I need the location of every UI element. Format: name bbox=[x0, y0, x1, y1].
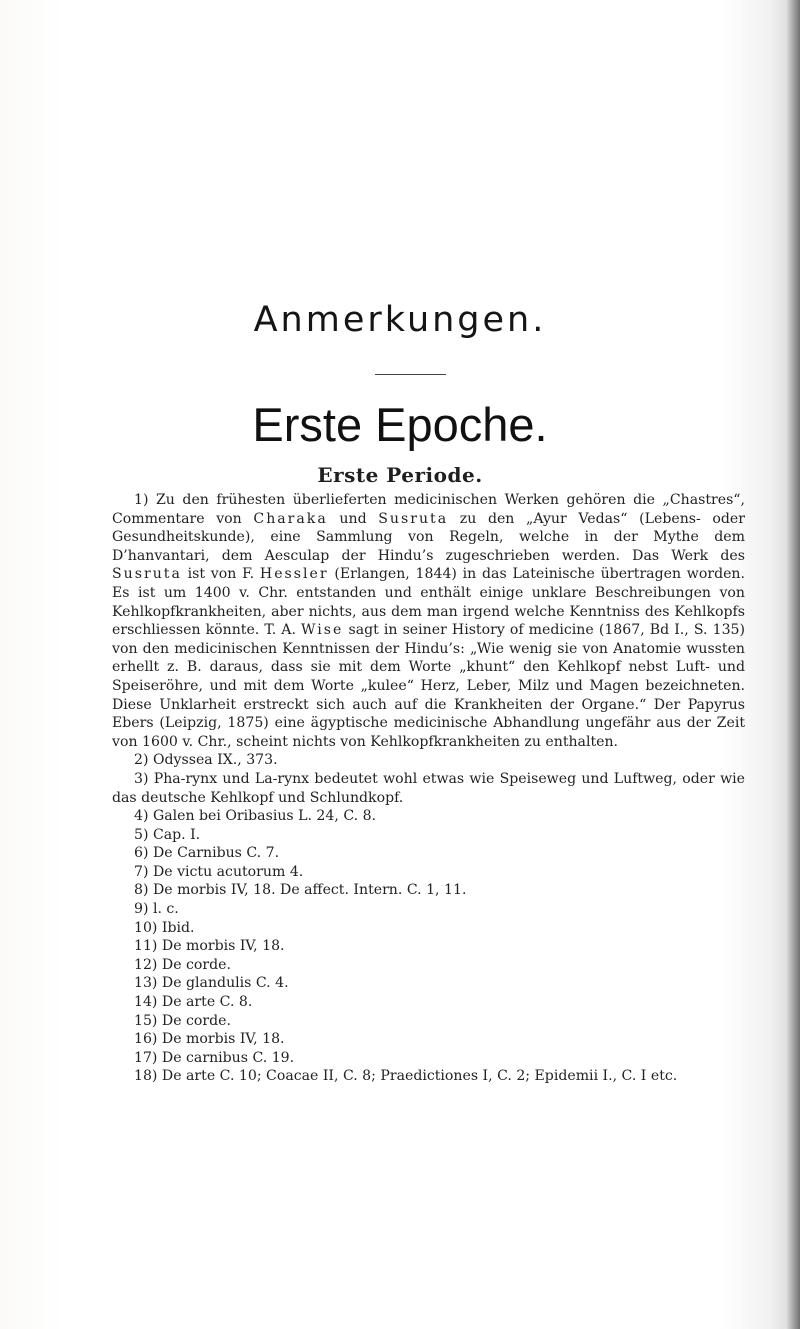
author-susruta: Susruta bbox=[378, 510, 449, 527]
title-divider bbox=[375, 374, 446, 375]
note-1-text-rest: sagt in seiner History of medicine (1867, Bd I., S. 135) von den medicinischen Kenntnissen der Hindu’s: „Wie wenig sie von Anatomie wussten erhellt z. B. daraus, dass sie mit dem Worte „khunt“ den Kehlkopf nebst Luft- und Speiseröhre, und mit dem Worte „kulee“ Herz, Leber, Milz und Magen bezeichneten. Diese Unklarheit erstreckt sich auch auf die Krankheiten der Organe.“ Der Papyrus Ebers (Leipzig, 1875) eine ägyptische medicinische Abhandlung ungefähr aus der Zeit von 1600 v. Chr., scheint nichts von Kehlkopfkrankheiten zu enthalten. bbox=[112, 622, 745, 750]
note-1-text-ist-von: ist von F. bbox=[181, 566, 260, 583]
page-edge-shadow bbox=[786, 0, 800, 1329]
note-item: 2) Odyssea IX., 373. bbox=[134, 752, 278, 769]
note-item: 5) Cap. I. bbox=[134, 826, 201, 843]
note-item: 15) De corde. bbox=[134, 1012, 231, 1029]
footnote-list bbox=[112, 751, 745, 1086]
note-item: 13) De glandulis C. 4. bbox=[134, 975, 289, 992]
note-item: 12) De corde. bbox=[134, 956, 231, 973]
author-wise: Wise bbox=[301, 622, 344, 639]
note-1-text-hessler: (Erlangen, 1844) in das Lateinische übertragen worden. Es ist um 1400 v. Chr. entstanden und enthält einige unklare Beschreibungen von Kehlkopfkrankheiten, aber nichts, aus dem man irgend welche Kenntniss des Kehlkopfs erschliessen könnte. T. A. bbox=[112, 566, 745, 639]
period-heading: Erste Periode. bbox=[317, 463, 483, 487]
note-item: 3) Pha-rynx und La-rynx bedeutet wohl etwas wie Speiseweg und Luftweg, oder wie das deutsche Kehlkopf und Schlundkopf. bbox=[112, 770, 745, 806]
note-item: 6) De Carnibus C. 7. bbox=[134, 845, 280, 862]
note-item: 18) De arte C. 10; Coacae II, C. 8; Praedictiones I, C. 2; Epidemii I., C. I etc. bbox=[134, 1068, 678, 1085]
note-item: 16) De morbis IV, 18. bbox=[134, 1031, 285, 1048]
note-item: 4) Galen bei Oribasius L. 24, C. 8. bbox=[134, 808, 377, 825]
note-item: 9) l. c. bbox=[134, 901, 179, 918]
author-charaka: Charaka bbox=[253, 510, 328, 527]
notes-body bbox=[112, 491, 745, 1086]
epoch-heading: Erste Epoche. bbox=[252, 398, 548, 451]
note-1-text-intro: 1) Zu den frühesten überlieferten medicinischen Werken gehören die „Chastres“, Commentare von bbox=[112, 492, 745, 527]
note-item: 7) De victu acutorum 4. bbox=[134, 863, 304, 880]
note-item: 17) De carnibus C. 19. bbox=[134, 1049, 295, 1066]
page-title: Anmerkungen. bbox=[253, 300, 547, 340]
author-susruta-second: Susruta bbox=[112, 566, 182, 583]
note-1-text-mythe: zu den „Ayur Vedas“ (Lebens- oder Gesundheitskunde), eine Sammlung von Regeln, welche in der Mythe dem D’hanvantari, dem Aesculap der Hindu’s zugeschrieben werden. Das Werk des bbox=[112, 510, 746, 564]
author-hessler: Hessler bbox=[259, 566, 329, 583]
note-item: 11) De morbis IV, 18. bbox=[134, 938, 285, 955]
note-1-paragraph bbox=[112, 491, 745, 751]
note-item: 10) Ibid. bbox=[134, 919, 195, 936]
note-1-text-und: und bbox=[327, 510, 379, 527]
note-item: 14) De arte C. 8. bbox=[134, 994, 253, 1011]
note-item: 8) De morbis IV, 18. De affect. Intern. C. 1, 11. bbox=[134, 882, 467, 899]
